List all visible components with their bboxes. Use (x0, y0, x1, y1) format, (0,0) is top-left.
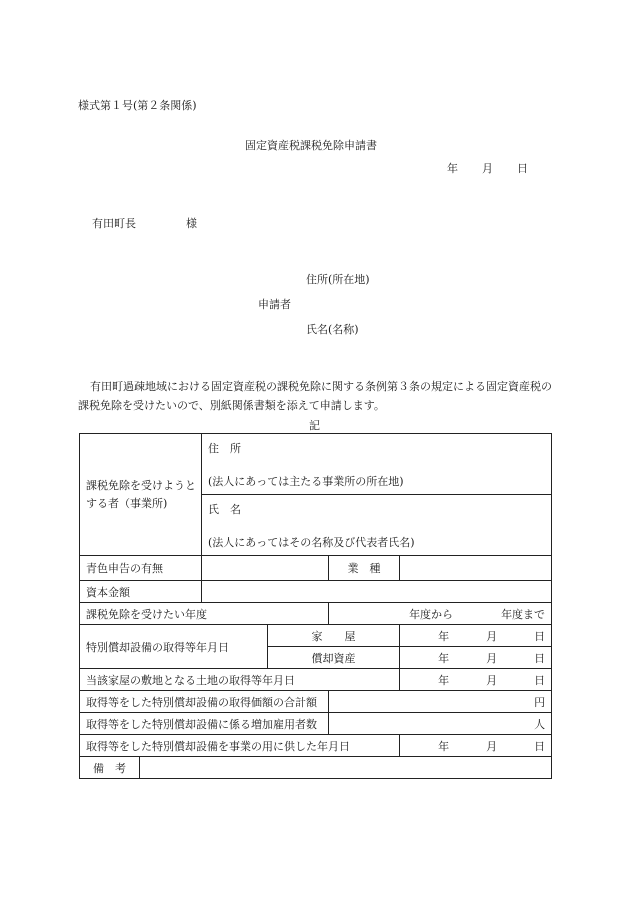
land-acquisition-value[interactable] (400, 669, 552, 691)
business-type-value[interactable] (400, 556, 552, 581)
usage-date-value[interactable] (400, 735, 552, 757)
document-title: 固定資産税課税免除申請書 (245, 139, 377, 152)
recipient-name: 有田町長 (92, 217, 136, 230)
year-from-label: 年度から (409, 607, 454, 621)
application-table (79, 433, 552, 779)
person-unit: 人 (534, 717, 546, 731)
exemption-year-value[interactable] (329, 603, 552, 625)
year-to-label: 年度まで (501, 607, 546, 621)
address-note: (法人にあっては主たる事業所の所在地) (208, 475, 404, 488)
applicant-section-label: 課税免除を受けようとする者（事業所) (80, 434, 202, 556)
land-year: 年 (438, 673, 450, 687)
usage-month: 月 (486, 739, 498, 753)
address-label: 住 所 (208, 442, 242, 455)
total-cost-label: 取得等をした特別償却設備の取得価額の合計額 (80, 691, 329, 713)
total-cost-value[interactable] (329, 691, 552, 713)
employee-count-value[interactable] (329, 713, 552, 735)
capital-value[interactable] (202, 581, 552, 603)
date-year-label: 年 (447, 162, 458, 175)
usage-day: 日 (534, 739, 546, 753)
depreciable-month: 月 (486, 651, 498, 665)
depreciable-day: 日 (534, 651, 546, 665)
acquisition-date-label: 特別償却設備の取得等年月日 (80, 625, 268, 669)
address-cell[interactable] (202, 434, 552, 495)
blue-return-label: 青色申告の有無 (80, 556, 202, 581)
usage-date-label: 取得等をした特別償却設備を事業の用に供した年月日 (80, 735, 400, 757)
depreciable-date-value[interactable] (400, 647, 552, 669)
applicant-label: 申請者 (258, 298, 291, 311)
form-number: 様式第１号(第２条関係) (78, 99, 197, 112)
house-day: 日 (534, 629, 546, 643)
capital-label: 資本金額 (80, 581, 202, 603)
remarks-value[interactable] (140, 757, 552, 779)
name-label: 氏 名 (208, 503, 242, 516)
ki-label: 記 (309, 419, 320, 432)
depreciable-year: 年 (438, 651, 450, 665)
recipient-honorific: 様 (186, 217, 197, 230)
land-month: 月 (486, 673, 498, 687)
usage-year: 年 (438, 739, 450, 753)
name-cell[interactable] (202, 495, 552, 556)
house-year: 年 (438, 629, 450, 643)
applicant-address-label: 住所(所在地) (306, 273, 370, 286)
remarks-label: 備 考 (80, 757, 140, 779)
applicant-name-label: 氏名(名称) (306, 323, 359, 336)
employee-count-label: 取得等をした特別償却設備に係る増加雇用者数 (80, 713, 329, 735)
house-month: 月 (486, 629, 498, 643)
house-date-value[interactable] (400, 625, 552, 647)
house-label: 家 屋 (268, 625, 400, 647)
application-statement: 有田町過疎地域における固定資産税の課税免除に関する条例第３条の規定による固定資産税の課税免除を受けたいので、別紙関係書類を添えて申請します。 (78, 380, 552, 412)
depreciable-label: 償却資産 (268, 647, 400, 669)
name-note: (法人にあってはその名称及び代表者氏名) (208, 536, 415, 549)
land-day: 日 (534, 673, 546, 687)
yen-unit: 円 (534, 695, 546, 709)
land-acquisition-label: 当該家屋の敷地となる土地の取得等年月日 (80, 669, 400, 691)
exemption-year-label: 課税免除を受けたい年度 (80, 603, 329, 625)
date-day-label: 日 (517, 162, 528, 175)
business-type-label: 業 種 (329, 556, 400, 581)
blue-return-value[interactable] (202, 556, 329, 581)
date-month-label: 月 (482, 162, 493, 175)
